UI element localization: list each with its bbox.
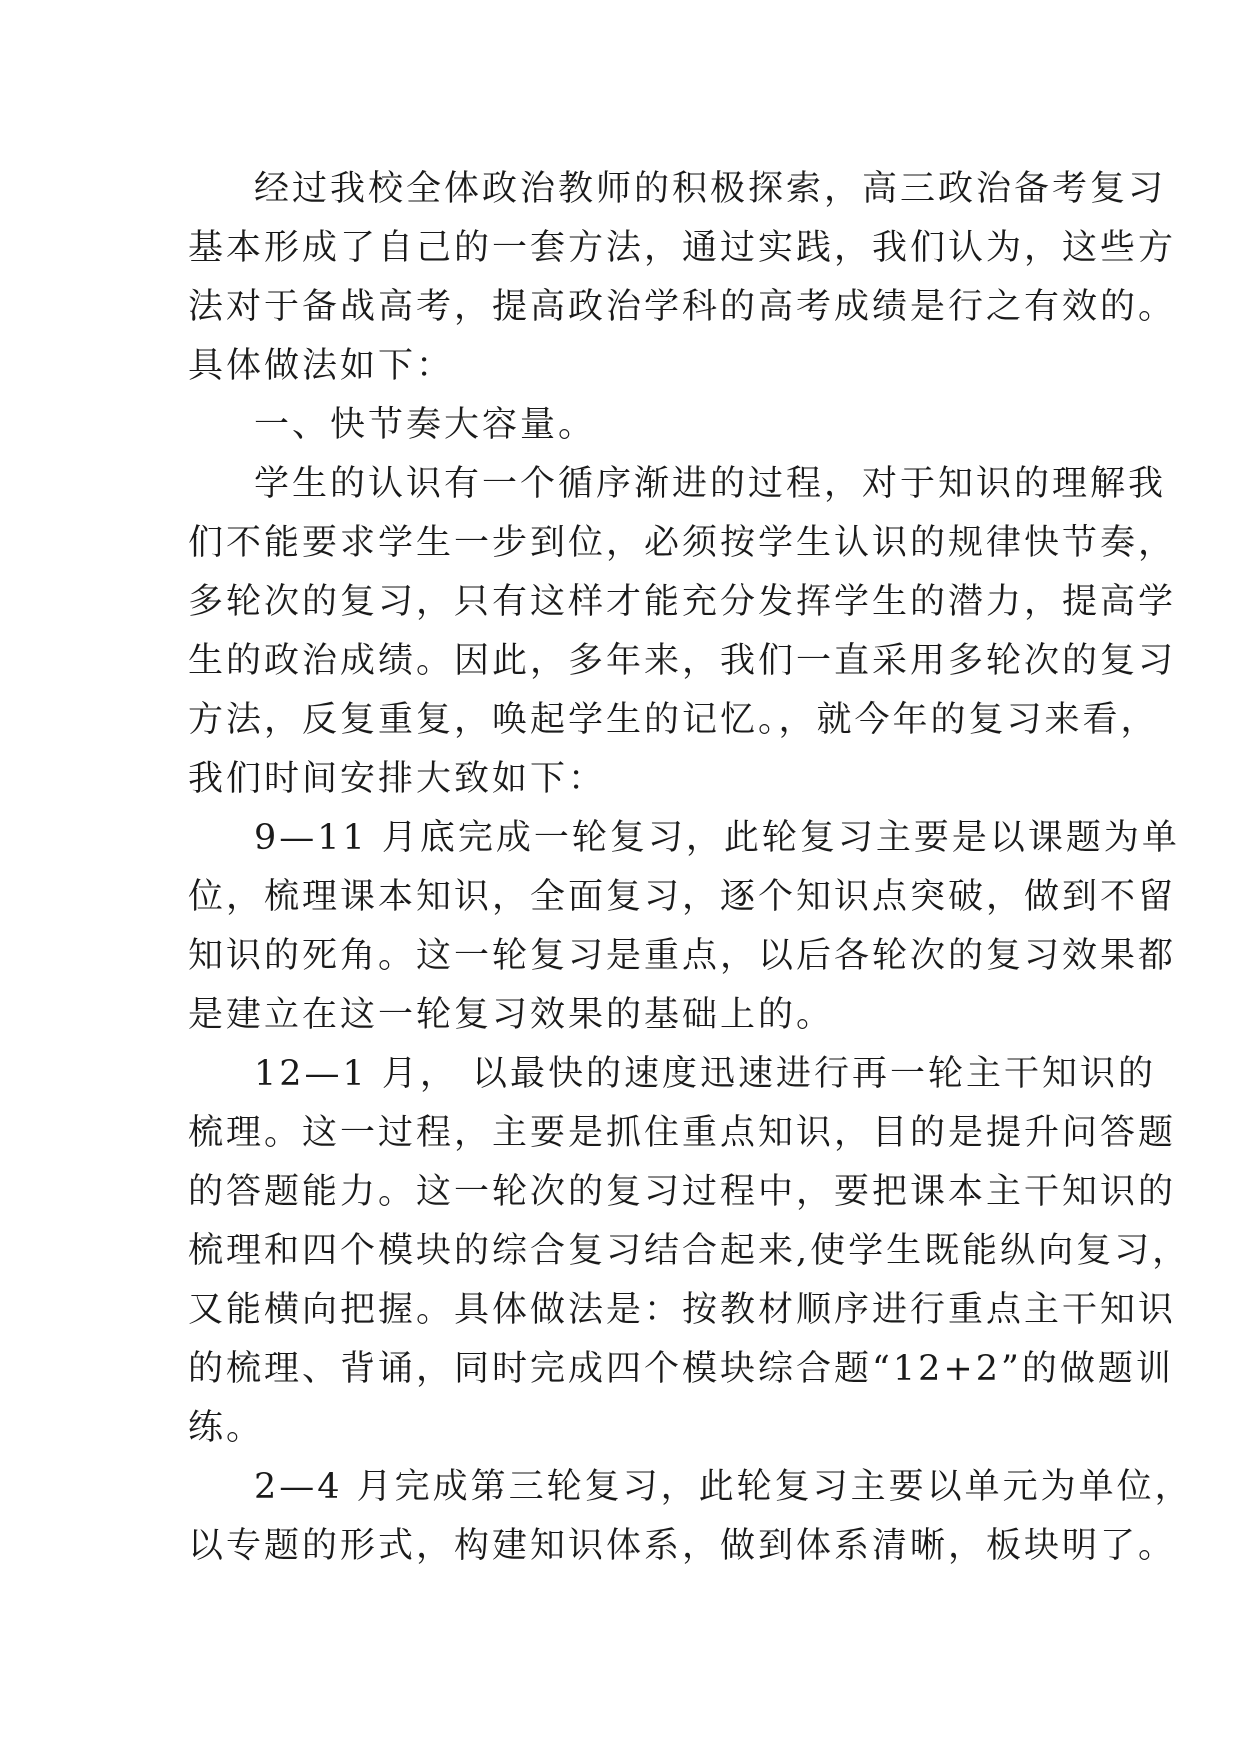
text-line: 经过我校全体政治教师的积极探索，高三政治备考复习 — [254, 169, 1167, 209]
text-line: 方法，反复重复，唤起学生的记忆。，就今年的复习来看， — [188, 700, 1159, 740]
text-line: 学生的认识有一个循序渐进的过程，对于知识的理解我 — [254, 464, 1167, 504]
text-line: 练。 — [188, 1408, 265, 1448]
paragraph — [188, 1458, 1193, 1576]
text-line: 12—1 月， 以最快的速度迅速进行再一轮主干知识的 — [254, 1054, 1157, 1094]
paragraph — [188, 160, 1177, 396]
text-line: 具体做法如下： — [188, 346, 455, 386]
text-line: 的答题能力。这一轮次的复习过程中，要把课本主干知识的 — [188, 1172, 1177, 1212]
paragraph — [188, 809, 1180, 1045]
text-line: 梳理和四个模块的综合复习结合起来,使学生既能纵向复习， — [188, 1231, 1191, 1271]
paragraph — [188, 1045, 1191, 1458]
section-heading — [188, 396, 1068, 455]
text-line: 以专题的形式，构建知识体系，做到体系清晰，板块明了。 — [188, 1526, 1177, 1566]
document-body — [188, 160, 1193, 1576]
text-line: 又能横向把握。具体做法是：按教材顺序进行重点主干知识 — [188, 1290, 1177, 1330]
text-line: 知识的死角。这一轮复习是重点，以后各轮次的复习效果都 — [188, 936, 1177, 976]
text-line: 2—4 月完成第三轮复习，此轮复习主要以单元为单位， — [254, 1467, 1193, 1507]
text-line: 生的政治成绩。因此，多年来，我们一直采用多轮次的复习 — [188, 641, 1177, 681]
text-line: 基本形成了自己的一套方法，通过实践，我们认为，这些方 — [188, 228, 1177, 268]
text-line: 是建立在这一轮复习效果的基础上的。 — [188, 995, 835, 1035]
paragraph — [188, 455, 1177, 809]
text-line: 多轮次的复习，只有这样才能充分发挥学生的潜力，提高学 — [188, 582, 1177, 622]
text-line: 一、快节奏大容量。 — [254, 405, 597, 445]
text-line: 们不能要求学生一步到位，必须按学生认识的规律快节奏， — [188, 523, 1177, 563]
text-line: 9—11 月底完成一轮复习，此轮复习主要是以课题为单 — [254, 818, 1180, 858]
text-line: 的梳理、背诵，同时完成四个模块综合题“12+2”的做题训 — [188, 1349, 1174, 1389]
text-line: 位，梳理课本知识，全面复习，逐个知识点突破，做到不留 — [188, 877, 1177, 917]
text-line: 梳理。这一过程，主要是抓住重点知识，目的是提升问答题 — [188, 1113, 1177, 1153]
text-line: 法对于备战高考，提高政治学科的高考成绩是行之有效的。 — [188, 287, 1177, 327]
text-line: 我们时间安排大致如下： — [188, 759, 607, 799]
